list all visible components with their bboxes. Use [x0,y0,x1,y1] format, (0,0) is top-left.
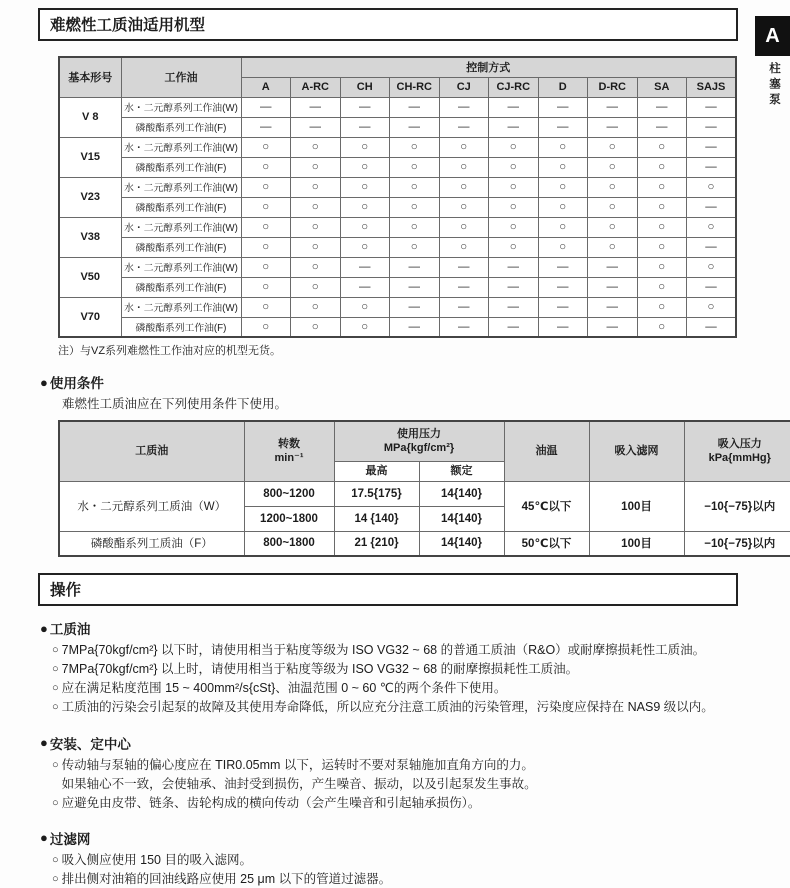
compat-mark: ○ [637,257,687,277]
compat-mark: ○ [241,197,291,217]
compat-mark: ○ [340,157,390,177]
circle-marker-icon: ○ [52,701,59,714]
compat-mark: — [588,297,638,317]
f-max: 21 {210} [334,531,419,556]
compat-mark: ○ [340,237,390,257]
table-note: 注）与VZ系列难燃性工作油对应的机型无货。 [58,345,282,357]
compat-mark: ○ [241,137,291,157]
oil-type-f-label: 磷酸酯系列工作油(F) [121,277,241,297]
compat-mark: — [538,317,588,337]
manual-page [0,8,790,887]
compat-mark: — [637,117,687,137]
table-row [59,277,736,297]
compat-mark: — [439,117,489,137]
compat-mark: — [390,297,440,317]
w2-speed: 1200~1800 [244,506,334,531]
compat-mark: ○ [291,277,341,297]
oil-type-w-label: 水・二元醇系列工作油(W) [121,97,241,117]
compat-mark: ○ [291,237,341,257]
control-column-a: A [241,77,291,97]
compat-mark: — [489,117,539,137]
compat-mark: ○ [291,257,341,277]
compat-mark: ○ [538,197,588,217]
compat-mark: — [439,297,489,317]
operation-title: 操作 [38,573,738,606]
pressure-unit: MPa{kgf/cm²} [383,442,455,455]
bullet-icon: ● [40,735,48,751]
list-item [52,870,742,888]
col-header-pressure-max: 最高 [334,461,419,481]
compat-mark: ○ [340,137,390,157]
compat-mark: — [489,97,539,117]
circle-marker-icon: ○ [52,796,59,809]
table-row [59,257,736,277]
compat-mark: — [687,197,737,217]
model-cell: V70 [59,297,121,337]
model-compat-table [58,56,737,338]
oil-type-f-label: 磷酸酯系列工作油(F) [121,237,241,257]
oil-type-w-label: 水・二元醇系列工作油(W) [121,257,241,277]
f-rated: 14{140} [419,531,504,556]
col-header-model: 基本形号 [59,57,121,97]
compat-mark: — [538,117,588,137]
compat-mark: — [390,317,440,337]
compat-mark: ○ [588,237,638,257]
compat-mark: ○ [489,157,539,177]
bullet-icon: ● [40,620,48,636]
fluid-f-label: 磷酸酯系列工质油（F） [59,531,244,556]
compat-mark: ○ [439,237,489,257]
compat-mark: ○ [687,257,737,277]
col-header-control: 控制方式 [241,57,736,77]
compat-mark: — [588,257,638,277]
compat-mark: — [687,277,737,297]
list-item [52,851,742,869]
oil-type-f-label: 磷酸酯系列工作油(F) [121,317,241,337]
oil-type-f-label: 磷酸酯系列工作油(F) [121,117,241,137]
list-item [52,641,742,659]
compat-mark: — [687,157,737,177]
table-row [59,97,736,117]
compat-mark: — [439,317,489,337]
bullet-icon: ● [40,830,48,846]
compat-mark: ○ [390,137,440,157]
compat-mark: — [687,317,737,337]
compat-mark: ○ [637,317,687,337]
w1-speed: 800~1200 [244,481,334,506]
models-table-body [59,97,736,337]
operation-section [40,828,742,888]
table-row [59,157,736,177]
table-row [59,317,736,337]
compat-mark: ○ [588,197,638,217]
suction-unit: kPa{mmHg} [708,452,771,465]
compat-mark: ○ [637,277,687,297]
compat-mark: ○ [439,217,489,237]
section-heading [40,618,742,638]
compat-mark: — [489,297,539,317]
control-column-sajs: SAJS [687,77,737,97]
compat-mark: ○ [291,197,341,217]
item-text: 7MPa{70kgf/cm²} 以上时，请使用相当于粘度等级为 ISO VG32 ~ 68 的耐摩擦损耗性工质油。 [61,662,579,677]
item-text: 工质油的污染会引起泵的故障及其使用寿命降低，所以应充分注意工质油的污染管理，污染度应保持在 NAS9 级以内。 [61,700,714,715]
compat-mark: — [489,257,539,277]
compat-mark: — [687,117,737,137]
model-cell: V23 [59,177,121,217]
f-temp: 50℃以下 [504,531,589,556]
compat-mark: ○ [489,217,539,237]
compat-mark: ○ [291,297,341,317]
compat-mark: — [588,97,638,117]
item-text: 应在满足粘度范围 15 ~ 400mm²/s{cSt}、油温范围 0 ~ 60 ℃的两个条件下使用。 [61,681,507,696]
compat-mark: — [241,97,291,117]
control-column-cj-rc: CJ-RC [489,77,539,97]
compat-mark: ○ [588,217,638,237]
compat-mark: ○ [241,177,291,197]
compat-mark: — [538,97,588,117]
compat-mark: — [390,257,440,277]
w1-rated: 14{140} [419,481,504,506]
compat-mark: — [439,277,489,297]
compat-mark: ○ [291,217,341,237]
compat-mark: ○ [439,197,489,217]
section-tab-label: 柱塞泵 [768,62,780,109]
compat-mark: — [538,297,588,317]
list-item [52,660,742,678]
compat-mark: ○ [291,137,341,157]
compat-mark: ○ [439,157,489,177]
operation-section [40,733,742,812]
oil-type-f-label: 磷酸酯系列工作油(F) [121,157,241,177]
conditions-intro: 难燃性工质油应在下列使用条件下使用。 [62,397,288,411]
oil-type-w-label: 水・二元醇系列工作油(W) [121,297,241,317]
section-heading [40,828,742,848]
compat-mark: ○ [637,237,687,257]
control-column-ch: CH [340,77,390,97]
table-row [59,117,736,137]
w2-max: 14 {140} [334,506,419,531]
circle-marker-icon: ○ [52,873,59,886]
compat-mark: ○ [241,317,291,337]
compat-mark: ○ [390,197,440,217]
compat-mark: — [340,277,390,297]
model-cell: V 8 [59,97,121,137]
section-heading-text: 过滤网 [49,831,91,847]
compat-mark: ○ [291,317,341,337]
compat-mark: ○ [340,317,390,337]
w-temp: 45℃以下 [504,481,589,531]
compat-mark: ○ [538,237,588,257]
oil-type-w-label: 水・二元醇系列工作油(W) [121,217,241,237]
compat-mark: — [588,117,638,137]
w-suction: −10{−75}以内 [684,481,790,531]
col-header-temp: 油温 [504,421,589,481]
compat-mark: ○ [538,157,588,177]
table-row [59,481,790,506]
section-heading-text: 工质油 [49,622,91,637]
compat-mark: ○ [241,257,291,277]
suction-label: 吸入压力 [717,437,762,450]
compat-mark: — [588,277,638,297]
col-header-speed [244,421,334,481]
compat-mark: — [538,257,588,277]
compat-mark: ○ [241,297,291,317]
control-column-ch-rc: CH-RC [390,77,440,97]
compat-mark: ○ [588,177,638,197]
compat-mark: ○ [538,217,588,237]
compat-mark: ○ [637,137,687,157]
compat-mark: ○ [241,157,291,177]
compat-mark: ○ [538,177,588,197]
compat-mark: ○ [489,177,539,197]
compat-mark: ○ [439,137,489,157]
compat-mark: — [390,117,440,137]
compat-mark: — [340,257,390,277]
compat-mark: — [241,117,291,137]
compat-mark: — [340,97,390,117]
compat-mark: ○ [241,237,291,257]
compat-mark: ○ [637,157,687,177]
conditions-heading-text: 使用条件 [49,376,104,391]
circle-marker-icon: ○ [52,682,59,695]
col-header-suction [684,421,790,481]
compat-mark: — [687,237,737,257]
compat-mark: ○ [538,137,588,157]
w2-rated: 14{140} [419,506,504,531]
compat-mark: ○ [687,177,737,197]
compat-mark: ○ [687,217,737,237]
item-text: 应避免由皮带、链条、齿轮构成的横向传动（会产生噪音和引起轴承损伤）。 [61,795,481,810]
compat-mark: ○ [390,237,440,257]
compat-mark: ○ [390,157,440,177]
compat-mark: ○ [588,157,638,177]
item-text: 排出侧对油箱的回油线路应使用 25 μm 以下的管道过滤器。 [61,872,392,887]
control-column-cj: CJ [439,77,489,97]
speed-unit: min⁻¹ [274,452,304,465]
compat-mark: — [291,97,341,117]
compat-mark: ○ [390,217,440,237]
control-column-d: D [538,77,588,97]
table-row [59,177,736,197]
col-header-oil: 工作油 [121,57,241,97]
list-item [52,679,742,697]
compat-mark: — [291,117,341,137]
model-cell: V15 [59,137,121,177]
item-text: 7MPa{70kgf/cm²} 以下时，请使用相当于粘度等级为 ISO VG32 ~ 68 的普通工质油（R&O）或耐摩擦损耗性工质油。 [61,643,706,657]
operation-section [40,618,742,717]
table-row [59,217,736,237]
compat-mark: ○ [637,197,687,217]
compat-mark: ○ [637,217,687,237]
table-row [59,237,736,257]
circle-marker-icon: ○ [52,853,59,866]
item-text: 吸入侧应使用 150 目的吸入滤网。 [61,852,252,867]
bullet-icon: ● [40,374,48,390]
compat-mark: ○ [489,237,539,257]
compat-mark: ○ [588,137,638,157]
list-item [52,794,742,812]
compat-mark: ○ [687,297,737,317]
compat-mark: — [390,97,440,117]
table-row [59,297,736,317]
operation-sections [40,618,742,888]
compat-mark: ○ [340,217,390,237]
compat-mark: ○ [340,197,390,217]
col-header-pressure [334,421,504,461]
compat-mark: — [538,277,588,297]
circle-marker-icon: ○ [52,758,59,771]
f-speed: 800~1800 [244,531,334,556]
w1-max: 17.5{175} [334,481,419,506]
f-suction: −10{−75}以内 [684,531,790,556]
oil-type-w-label: 水・二元醇系列工作油(W) [121,177,241,197]
compat-mark: — [489,277,539,297]
compat-mark: ○ [489,197,539,217]
col-header-strainer: 吸入滤网 [589,421,684,481]
conditions-heading [40,372,790,392]
compat-mark: ○ [637,297,687,317]
compat-mark: ○ [340,177,390,197]
compat-mark: — [390,277,440,297]
model-cell: V50 [59,257,121,297]
table-row [59,531,790,556]
compat-mark: — [588,317,638,337]
pressure-label: 使用压力 [397,427,441,440]
compat-mark: — [439,257,489,277]
compat-mark: ○ [390,177,440,197]
list-item [52,775,742,793]
compat-mark: ○ [241,217,291,237]
item-text: 如果轴心不一致，会使轴承、油封受到损伤，产生噪音、振动，以及引起泵发生事故。 [61,776,537,791]
compat-mark: — [687,97,737,117]
compat-mark: ○ [241,277,291,297]
model-cell: V38 [59,217,121,257]
control-column-d-rc: D-RC [588,77,638,97]
list-item [52,698,742,716]
oil-type-w-label: 水・二元醇系列工作油(W) [121,137,241,157]
table-row [59,137,736,157]
col-header-fluid: 工质油 [59,421,244,481]
circle-marker-icon: ○ [52,663,59,676]
col-header-pressure-rated: 额定 [419,461,504,481]
table-row [59,197,736,217]
section-tab-a: A [755,16,790,56]
control-column-sa: SA [637,77,687,97]
list-item [52,756,742,774]
compat-mark: — [687,137,737,157]
item-text: 传动轴与泵轴的偏心度应在 TIR0.05mm 以下，运转时不要对泵轴施加直角方向的力。 [61,757,534,772]
compat-mark: ○ [340,297,390,317]
section-heading-text: 安装、定中心 [49,736,131,752]
compat-mark: — [340,117,390,137]
f-strainer: 100目 [589,531,684,556]
control-column-a-rc: A-RC [291,77,341,97]
circle-marker-icon: ○ [52,644,59,656]
speed-label: 转数 [278,437,300,450]
oil-type-f-label: 磷酸酯系列工作油(F) [121,197,241,217]
compat-mark: ○ [439,177,489,197]
compat-mark: — [439,97,489,117]
conditions-table [58,420,790,557]
compat-mark: ○ [291,157,341,177]
compat-mark: — [637,97,687,117]
w-strainer: 100目 [589,481,684,531]
compat-mark: ○ [637,177,687,197]
compat-mark: ○ [291,177,341,197]
section-heading [40,733,742,753]
compat-mark: — [489,317,539,337]
fluid-w-label: 水・二元醇系列工质油（W） [59,481,244,531]
compat-mark: ○ [489,137,539,157]
page-title: 难燃性工质油适用机型 [38,8,738,41]
